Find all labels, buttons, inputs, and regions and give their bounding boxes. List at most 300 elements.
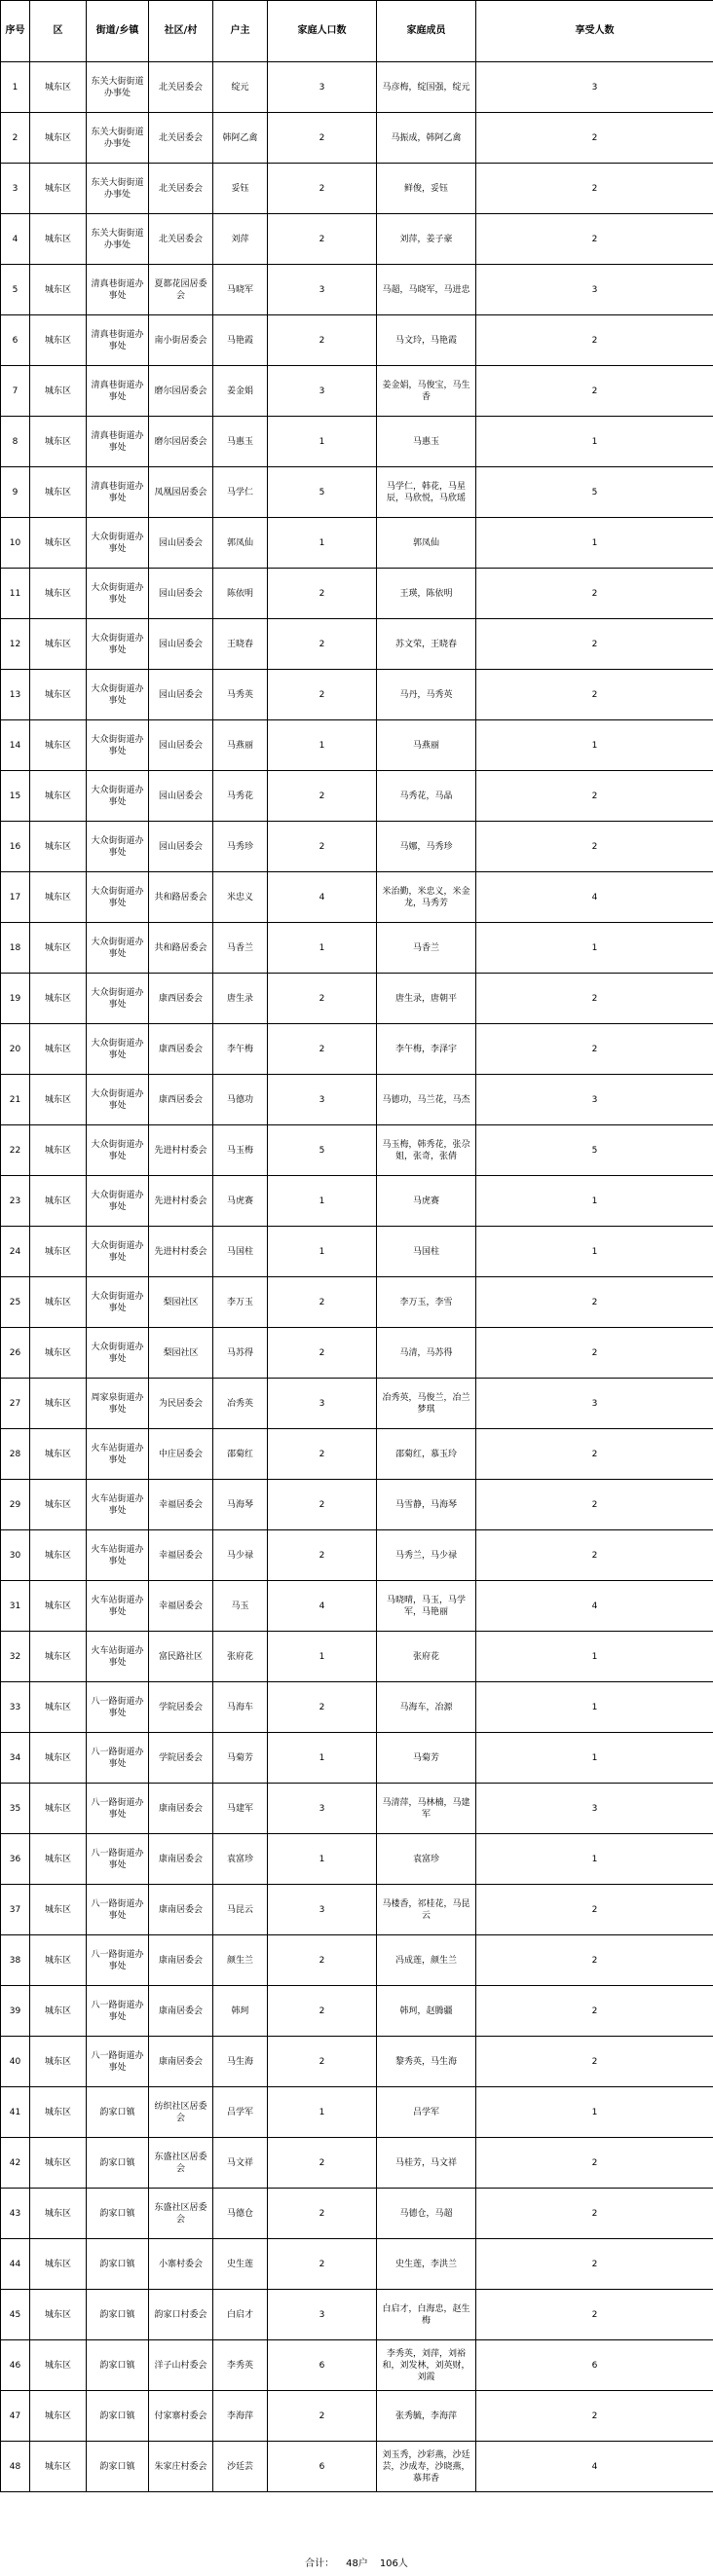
table-row	[1, 670, 713, 720]
table-row	[1, 974, 713, 1024]
household-members-cell: 吕学军	[377, 2087, 476, 2138]
community-cell: 幸福居委会	[149, 1530, 213, 1581]
district-cell: 城东区	[30, 1429, 87, 1480]
serial-no-cell: 38	[1, 1935, 30, 1986]
district-cell: 城东区	[30, 1530, 87, 1581]
table-row	[1, 1733, 713, 1784]
subdistrict-cell: 大众街街道办事处	[87, 771, 149, 822]
district-cell: 城东区	[30, 1176, 87, 1227]
household-head-cell: 绽元	[213, 62, 268, 113]
household-head-cell: 郭凤仙	[213, 518, 268, 569]
household-members-cell: 马惠玉	[377, 417, 476, 467]
household-size-cell: 2	[268, 2037, 377, 2087]
household-members-cell: 米治勤，米忠义，米金龙，马秀芳	[377, 872, 476, 923]
beneficiary-count-cell: 2	[476, 1986, 713, 2037]
district-cell: 城东区	[30, 2340, 87, 2391]
district-cell: 城东区	[30, 771, 87, 822]
serial-no-cell: 47	[1, 2391, 30, 2442]
household-members-cell: 郭凤仙	[377, 518, 476, 569]
household-head-cell: 唐生录	[213, 974, 268, 1024]
subdistrict-cell: 大众街街道办事处	[87, 1125, 149, 1176]
household-size-cell: 1	[268, 1834, 377, 1885]
serial-no-cell: 22	[1, 1125, 30, 1176]
household-size-cell: 3	[268, 265, 377, 315]
subdistrict-cell: 韵家口镇	[87, 2340, 149, 2391]
household-size-cell: 2	[268, 1328, 377, 1379]
subdistrict-cell: 大众街街道办事处	[87, 619, 149, 670]
subdistrict-cell: 清真巷街道办事处	[87, 366, 149, 417]
community-cell: 北关居委会	[149, 164, 213, 214]
subdistrict-cell: 八一路街道办事处	[87, 1834, 149, 1885]
community-cell: 园山居委会	[149, 619, 213, 670]
serial-no-cell: 25	[1, 1277, 30, 1328]
subdistrict-cell: 大众街街道办事处	[87, 1277, 149, 1328]
serial-no-cell: 30	[1, 1530, 30, 1581]
subdistrict-cell: 大众街街道办事处	[87, 518, 149, 569]
table-row	[1, 771, 713, 822]
total-people: 106人	[379, 2558, 408, 2569]
household-members-cell: 马德仓，马超	[377, 2189, 476, 2239]
household-head-cell: 马生海	[213, 2037, 268, 2087]
subdistrict-cell: 大众街街道办事处	[87, 923, 149, 974]
household-head-cell: 张府花	[213, 1632, 268, 1682]
district-cell: 城东区	[30, 1480, 87, 1530]
subdistrict-cell: 八一路街道办事处	[87, 1733, 149, 1784]
serial-no-cell: 5	[1, 265, 30, 315]
subdistrict-cell: 韵家口镇	[87, 2442, 149, 2492]
household-head-cell: 吕学军	[213, 2087, 268, 2138]
household-members-cell: 马丹，马秀英	[377, 670, 476, 720]
table-row	[1, 417, 713, 467]
column-header: 区	[30, 1, 87, 62]
beneficiary-count-cell: 2	[476, 315, 713, 366]
household-head-cell: 冶秀英	[213, 1379, 268, 1429]
community-cell: 学院居委会	[149, 1682, 213, 1733]
district-cell: 城东区	[30, 974, 87, 1024]
household-members-cell: 马彦梅，绽国强，绽元	[377, 62, 476, 113]
community-cell: 磨尔园居委会	[149, 417, 213, 467]
serial-no-cell: 19	[1, 974, 30, 1024]
household-size-cell: 2	[268, 771, 377, 822]
serial-no-cell: 48	[1, 2442, 30, 2492]
household-head-cell: 邵菊红	[213, 1429, 268, 1480]
beneficiary-count-cell: 1	[476, 1227, 713, 1277]
serial-no-cell: 12	[1, 619, 30, 670]
district-cell: 城东区	[30, 1125, 87, 1176]
household-size-cell: 1	[268, 1632, 377, 1682]
total-summary	[0, 2555, 713, 2569]
community-cell: 付家寨村委会	[149, 2391, 213, 2442]
beneficiary-count-cell: 2	[476, 2290, 713, 2340]
column-header: 街道/乡镇	[87, 1, 149, 62]
household-size-cell: 3	[268, 1784, 377, 1834]
household-size-cell: 2	[268, 164, 377, 214]
table-row	[1, 366, 713, 417]
column-header: 户主	[213, 1, 268, 62]
household-members-cell: 马秀花，马晶	[377, 771, 476, 822]
household-head-cell: 王晓春	[213, 619, 268, 670]
beneficiary-count-cell: 1	[476, 1834, 713, 1885]
household-head-cell: 白启才	[213, 2290, 268, 2340]
household-members-cell: 王瑛，陈依明	[377, 569, 476, 619]
household-members-cell: 马国柱	[377, 1227, 476, 1277]
household-members-cell: 马清萍，马林楠，马建军	[377, 1784, 476, 1834]
household-head-cell: 马虎赛	[213, 1176, 268, 1227]
table-row	[1, 1935, 713, 1986]
serial-no-cell: 10	[1, 518, 30, 569]
serial-no-cell: 28	[1, 1429, 30, 1480]
beneficiary-count-cell: 1	[476, 1632, 713, 1682]
serial-no-cell: 15	[1, 771, 30, 822]
household-members-cell: 马海车，冶源	[377, 1682, 476, 1733]
beneficiary-count-cell: 2	[476, 1530, 713, 1581]
household-size-cell: 2	[268, 569, 377, 619]
serial-no-cell: 18	[1, 923, 30, 974]
household-size-cell: 2	[268, 974, 377, 1024]
household-head-cell: 马晓军	[213, 265, 268, 315]
household-members-cell: 马文玲，马艳霞	[377, 315, 476, 366]
household-members-cell: 史生莲，李洪兰	[377, 2239, 476, 2290]
community-cell: 东盛社区居委会	[149, 2138, 213, 2189]
district-cell: 城东区	[30, 1834, 87, 1885]
beneficiary-count-cell: 2	[476, 2037, 713, 2087]
household-head-cell: 马海琴	[213, 1480, 268, 1530]
household-size-cell: 2	[268, 214, 377, 265]
serial-no-cell: 39	[1, 1986, 30, 2037]
beneficiary-count-cell: 2	[476, 822, 713, 872]
beneficiary-count-cell: 1	[476, 2087, 713, 2138]
household-head-cell: 史生莲	[213, 2239, 268, 2290]
column-header: 序号	[1, 1, 30, 62]
beneficiary-count-cell: 2	[476, 214, 713, 265]
district-cell: 城东区	[30, 720, 87, 771]
household-size-cell: 2	[268, 2239, 377, 2290]
household-size-cell: 2	[268, 1429, 377, 1480]
community-cell: 南小街居委会	[149, 315, 213, 366]
household-members-cell: 冯成莲，颜生兰	[377, 1935, 476, 1986]
subdistrict-cell: 火车站街道办事处	[87, 1480, 149, 1530]
table-row	[1, 1530, 713, 1581]
district-cell: 城东区	[30, 214, 87, 265]
community-cell: 梨园社区	[149, 1328, 213, 1379]
community-cell: 纺织社区居委会	[149, 2087, 213, 2138]
household-size-cell: 1	[268, 1733, 377, 1784]
table-row	[1, 315, 713, 366]
table-row	[1, 2442, 713, 2492]
beneficiary-count-cell: 3	[476, 1075, 713, 1125]
table-row	[1, 1429, 713, 1480]
serial-no-cell: 21	[1, 1075, 30, 1125]
table-row	[1, 2239, 713, 2290]
household-members-cell: 张秀毓，李海萍	[377, 2391, 476, 2442]
table-row	[1, 619, 713, 670]
subdistrict-cell: 火车站街道办事处	[87, 1581, 149, 1632]
subdistrict-cell: 韵家口镇	[87, 2087, 149, 2138]
household-members-cell: 马雪静，马海琴	[377, 1480, 476, 1530]
district-cell: 城东区	[30, 872, 87, 923]
district-cell: 城东区	[30, 2239, 87, 2290]
district-cell: 城东区	[30, 569, 87, 619]
serial-no-cell: 13	[1, 670, 30, 720]
table-row	[1, 2290, 713, 2340]
community-cell: 园山居委会	[149, 771, 213, 822]
household-head-cell: 马德仓	[213, 2189, 268, 2239]
community-cell: 园山居委会	[149, 670, 213, 720]
district-cell: 城东区	[30, 113, 87, 164]
household-head-cell: 马玉	[213, 1581, 268, 1632]
subdistrict-cell: 东关大街街道办事处	[87, 62, 149, 113]
household-head-cell: 马燕丽	[213, 720, 268, 771]
household-members-cell: 刘萍，姜子豪	[377, 214, 476, 265]
district-cell: 城东区	[30, 923, 87, 974]
beneficiary-count-cell: 4	[476, 2442, 713, 2492]
household-head-cell: 妥钰	[213, 164, 268, 214]
household-size-cell: 2	[268, 2391, 377, 2442]
household-head-cell: 马秀花	[213, 771, 268, 822]
household-head-cell: 马玉梅	[213, 1125, 268, 1176]
district-cell: 城东区	[30, 1277, 87, 1328]
table-row	[1, 2037, 713, 2087]
column-header: 享受人数	[476, 1, 713, 62]
subdistrict-cell: 火车站街道办事处	[87, 1530, 149, 1581]
household-size-cell: 2	[268, 315, 377, 366]
district-cell: 城东区	[30, 2391, 87, 2442]
serial-no-cell: 29	[1, 1480, 30, 1530]
household-size-cell: 1	[268, 1176, 377, 1227]
household-members-cell: 马娜，马秀珍	[377, 822, 476, 872]
table-row	[1, 467, 713, 518]
district-cell: 城东区	[30, 2442, 87, 2492]
district-cell: 城东区	[30, 164, 87, 214]
subdistrict-cell: 韵家口镇	[87, 2138, 149, 2189]
household-size-cell: 1	[268, 417, 377, 467]
household-head-cell: 马文祥	[213, 2138, 268, 2189]
household-head-cell: 马建军	[213, 1784, 268, 1834]
table-row	[1, 1075, 713, 1125]
community-cell: 北关居委会	[149, 62, 213, 113]
community-cell: 康西居委会	[149, 974, 213, 1024]
household-head-cell: 马少禄	[213, 1530, 268, 1581]
household-size-cell: 2	[268, 619, 377, 670]
district-cell: 城东区	[30, 1784, 87, 1834]
household-members-cell: 马香兰	[377, 923, 476, 974]
serial-no-cell: 32	[1, 1632, 30, 1682]
community-cell: 园山居委会	[149, 518, 213, 569]
subdistrict-cell: 韵家口镇	[87, 2239, 149, 2290]
household-size-cell: 1	[268, 2087, 377, 2138]
serial-no-cell: 1	[1, 62, 30, 113]
community-cell: 小寨村委会	[149, 2239, 213, 2290]
community-cell: 先进村村委会	[149, 1176, 213, 1227]
beneficiary-count-cell: 2	[476, 771, 713, 822]
table-row	[1, 1581, 713, 1632]
beneficiary-count-cell: 2	[476, 1935, 713, 1986]
subdistrict-cell: 大众街街道办事处	[87, 872, 149, 923]
household-members-cell: 马桂芳，马文祥	[377, 2138, 476, 2189]
household-head-cell: 李万玉	[213, 1277, 268, 1328]
household-size-cell: 2	[268, 1480, 377, 1530]
community-cell: 幸福居委会	[149, 1480, 213, 1530]
serial-no-cell: 35	[1, 1784, 30, 1834]
table-row	[1, 1480, 713, 1530]
beneficiary-count-cell: 2	[476, 1429, 713, 1480]
district-cell: 城东区	[30, 2290, 87, 2340]
community-cell: 先进村村委会	[149, 1125, 213, 1176]
subdistrict-cell: 东关大街街道办事处	[87, 214, 149, 265]
subdistrict-cell: 清真巷街道办事处	[87, 467, 149, 518]
subdistrict-cell: 大众街街道办事处	[87, 1227, 149, 1277]
serial-no-cell: 27	[1, 1379, 30, 1429]
district-cell: 城东区	[30, 2189, 87, 2239]
community-cell: 夏都花园居委会	[149, 265, 213, 315]
household-members-cell: 韩珂，赵腾疆	[377, 1986, 476, 2037]
subdistrict-cell: 韵家口镇	[87, 2189, 149, 2239]
beneficiary-count-cell: 2	[476, 670, 713, 720]
subdistrict-cell: 清真巷街道办事处	[87, 315, 149, 366]
community-cell: 学院居委会	[149, 1733, 213, 1784]
beneficiary-count-cell: 3	[476, 1784, 713, 1834]
subdistrict-cell: 韵家口镇	[87, 2290, 149, 2340]
household-size-cell: 3	[268, 1379, 377, 1429]
household-head-cell: 马艳霞	[213, 315, 268, 366]
subdistrict-cell: 火车站街道办事处	[87, 1632, 149, 1682]
beneficiary-count-cell: 2	[476, 113, 713, 164]
beneficiary-count-cell: 5	[476, 1125, 713, 1176]
beneficiary-count-cell: 1	[476, 1682, 713, 1733]
beneficiary-count-cell: 2	[476, 2239, 713, 2290]
household-head-cell: 颜生兰	[213, 1935, 268, 1986]
table-row	[1, 2138, 713, 2189]
serial-no-cell: 33	[1, 1682, 30, 1733]
household-head-cell: 沙廷芸	[213, 2442, 268, 2492]
subdistrict-cell: 大众街街道办事处	[87, 720, 149, 771]
beneficiary-count-cell: 2	[476, 1885, 713, 1935]
header-row	[1, 1, 713, 62]
table-row	[1, 569, 713, 619]
beneficiary-count-cell: 1	[476, 1176, 713, 1227]
table-row	[1, 518, 713, 569]
community-cell: 共和路居委会	[149, 872, 213, 923]
household-head-cell: 李海萍	[213, 2391, 268, 2442]
serial-no-cell: 46	[1, 2340, 30, 2391]
community-cell: 康西居委会	[149, 1075, 213, 1125]
household-members-cell: 唐生录，唐朝平	[377, 974, 476, 1024]
household-size-cell: 2	[268, 670, 377, 720]
household-members-cell: 苏文荣，王晓春	[377, 619, 476, 670]
household-size-cell: 3	[268, 1885, 377, 1935]
household-size-cell: 3	[268, 1075, 377, 1125]
beneficiary-count-cell: 2	[476, 569, 713, 619]
district-cell: 城东区	[30, 670, 87, 720]
community-cell: 朱家庄村委会	[149, 2442, 213, 2492]
table-row	[1, 1632, 713, 1682]
household-size-cell: 4	[268, 872, 377, 923]
community-cell: 幸福居委会	[149, 1581, 213, 1632]
serial-no-cell: 45	[1, 2290, 30, 2340]
district-cell: 城东区	[30, 315, 87, 366]
district-cell: 城东区	[30, 1075, 87, 1125]
subdistrict-cell: 大众街街道办事处	[87, 1328, 149, 1379]
table-row	[1, 1227, 713, 1277]
table-row	[1, 2087, 713, 2138]
serial-no-cell: 36	[1, 1834, 30, 1885]
subdistrict-cell: 大众街街道办事处	[87, 670, 149, 720]
serial-no-cell: 6	[1, 315, 30, 366]
serial-no-cell: 14	[1, 720, 30, 771]
column-header: 社区/村	[149, 1, 213, 62]
household-head-cell: 米忠义	[213, 872, 268, 923]
community-cell: 园山居委会	[149, 822, 213, 872]
household-size-cell: 3	[268, 2290, 377, 2340]
community-cell: 韵家口村委会	[149, 2290, 213, 2340]
table-body	[1, 62, 713, 2492]
district-cell: 城东区	[30, 366, 87, 417]
table-row	[1, 1986, 713, 2037]
subdistrict-cell: 大众街街道办事处	[87, 1024, 149, 1075]
serial-no-cell: 16	[1, 822, 30, 872]
district-cell: 城东区	[30, 2087, 87, 2138]
table-row	[1, 1784, 713, 1834]
table-row	[1, 2340, 713, 2391]
beneficiary-count-cell: 2	[476, 1277, 713, 1328]
beneficiary-count-cell: 2	[476, 1024, 713, 1075]
community-cell: 康南居委会	[149, 1784, 213, 1834]
beneficiary-count-cell: 2	[476, 164, 713, 214]
serial-no-cell: 8	[1, 417, 30, 467]
beneficiary-count-cell: 6	[476, 2340, 713, 2391]
household-size-cell: 2	[268, 1682, 377, 1733]
table-row	[1, 2391, 713, 2442]
community-cell: 富民路社区	[149, 1632, 213, 1682]
district-cell: 城东区	[30, 1024, 87, 1075]
district-cell: 城东区	[30, 1733, 87, 1784]
table-row	[1, 265, 713, 315]
household-members-cell: 马超，马晓军，马进忠	[377, 265, 476, 315]
household-head-cell: 袁富珍	[213, 1834, 268, 1885]
table-row	[1, 1885, 713, 1935]
table-row	[1, 113, 713, 164]
district-cell: 城东区	[30, 1379, 87, 1429]
table-row	[1, 1328, 713, 1379]
community-cell: 东盛社区居委会	[149, 2189, 213, 2239]
household-head-cell: 马菊芳	[213, 1733, 268, 1784]
beneficiary-count-cell: 2	[476, 2138, 713, 2189]
subdistrict-cell: 八一路街道办事处	[87, 1682, 149, 1733]
household-members-cell: 冶秀英，马俊兰，冶兰梦琪	[377, 1379, 476, 1429]
district-cell: 城东区	[30, 2037, 87, 2087]
table-row	[1, 2189, 713, 2239]
total-households: 48户	[346, 2558, 368, 2569]
serial-no-cell: 41	[1, 2087, 30, 2138]
household-size-cell: 3	[268, 366, 377, 417]
district-cell: 城东区	[30, 1227, 87, 1277]
community-cell: 康南居委会	[149, 1986, 213, 2037]
household-head-cell: 马德功	[213, 1075, 268, 1125]
subdistrict-cell: 东关大街街道办事处	[87, 164, 149, 214]
household-head-cell: 马秀英	[213, 670, 268, 720]
household-members-cell: 邵菊红，慕玉玲	[377, 1429, 476, 1480]
household-members-cell: 马燕丽	[377, 720, 476, 771]
subdistrict-cell: 八一路街道办事处	[87, 1885, 149, 1935]
household-size-cell: 1	[268, 923, 377, 974]
community-cell: 园山居委会	[149, 569, 213, 619]
household-size-cell: 1	[268, 518, 377, 569]
subdistrict-cell: 大众街街道办事处	[87, 569, 149, 619]
household-size-cell: 4	[268, 1581, 377, 1632]
household-head-cell: 马秀珍	[213, 822, 268, 872]
beneficiary-count-cell: 2	[476, 974, 713, 1024]
district-cell: 城东区	[30, 1935, 87, 1986]
